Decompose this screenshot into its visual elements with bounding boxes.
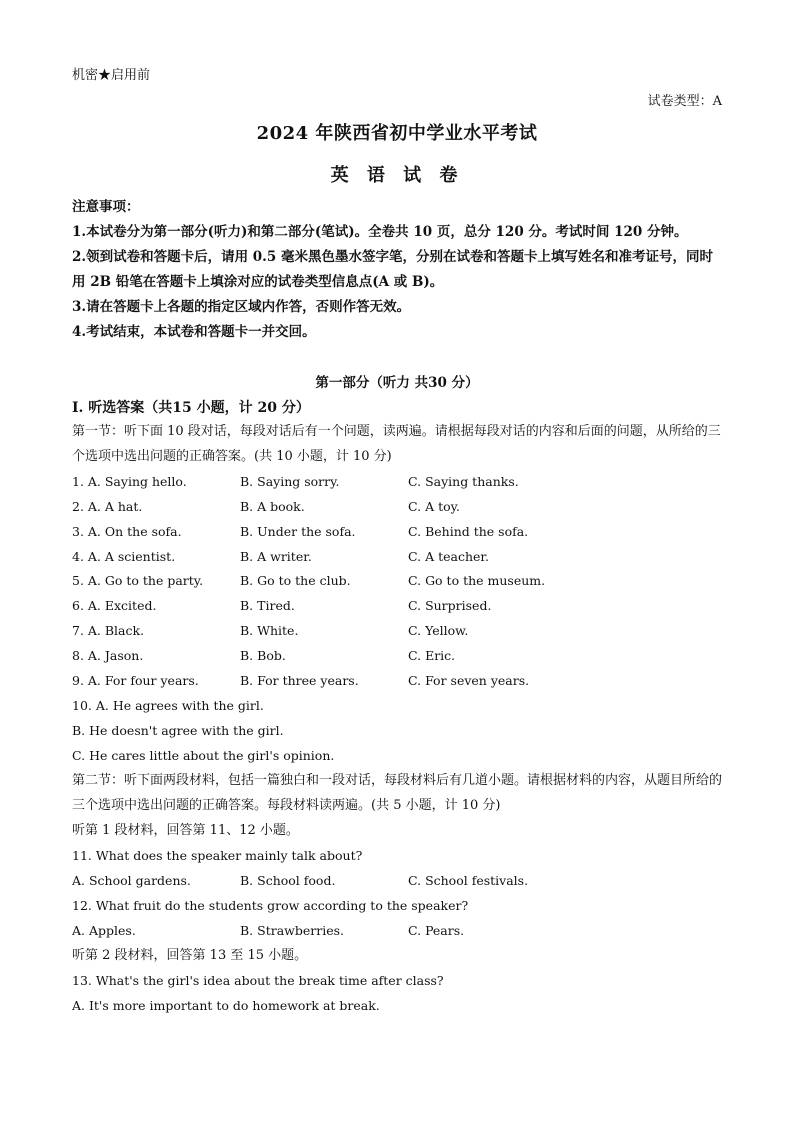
option-c: C. Saying thanks. [408,474,519,489]
subject-title: 英 语 试 卷 [330,165,464,186]
question-row [72,618,722,643]
question-row [72,643,722,668]
paper-type-label: 试卷类型：A [647,94,722,109]
exam-title: 2024 年陕西省初中学业水平考试 [256,123,538,144]
question-row [72,469,722,494]
option-c: C. Go to the museum. [408,573,546,588]
option-b: B. School food. [240,873,336,888]
option-c: C. A toy. [408,499,460,514]
option-a: A. Apples. [72,923,136,938]
question-row [72,519,722,544]
q10-option-a: 10. A. He agrees with the girl. [72,698,264,713]
question-row [72,544,722,569]
option-b: B. White. [240,623,299,638]
section2-instructions: 第二节：听下面两段材料，包括一篇独白和一段对话，每段材料后有几道小题。请根据材料的内容，从题目所给的三个选项中选出问题的正确答案。每段材料读两遍。(共 5 小题，计 10 分) [72,773,723,813]
option-a: 4. A. A scientist. [72,549,176,564]
option-c: C. Surprised. [408,598,492,613]
option-a: 8. A. Jason. [72,648,144,663]
confidential-label: 机密★启用前 [72,68,151,83]
option-b: B. A writer. [240,549,312,564]
note-item: 1.本试卷分为第一部分(听力)和第二部分(笔试)。全卷共 10 页，总分 120 分。考试时间 120 分钟。 [72,224,688,240]
option-b: B. Strawberries. [240,923,344,938]
option-c: C. Behind the sofa. [408,524,529,539]
option-a: 7. A. Black. [72,623,145,638]
question-row [72,668,722,693]
note-item: 2.领到试卷和答题卡后，请用 0.5 毫米黑色墨水签字笔，分别在试卷和答题卡上填写姓名和准考证号，同时用 2B 铅笔在答题卡上填涂对应的试卷类型信息点(A 或 B)。 [72,249,713,290]
note-item: 4.考试结束，本试卷和答题卡一并交回。 [72,324,316,340]
option-a: 5. A. Go to the party. [72,573,204,588]
option-a: 3. A. On the sofa. [72,524,182,539]
material2-intro: 听第 2 段材料，回答第 13 至 15 小题。 [72,948,308,963]
option-b: B. Bob. [240,648,286,663]
notes-block [72,195,722,345]
question-row [72,494,722,519]
option-b: B. A book. [240,499,305,514]
q13-stem: 13. What's the girl's idea about the break time after class? [72,973,444,988]
option-c: C. Yellow. [408,623,469,638]
option-b: B. Under the sofa. [240,524,356,539]
q13-option-a: A. It's more important to do homework at break. [72,998,380,1013]
option-a: 2. A. A hat. [72,499,143,514]
material1-intro: 听第 1 段材料，回答第 11、12 小题。 [72,823,299,838]
q10-option-c: C. He cares little about the girl's opinion. [72,748,335,763]
option-c: C. School festivals. [408,873,529,888]
option-a: 6. A. Excited. [72,598,157,613]
option-c: C. A teacher. [408,549,489,564]
question-row [72,868,722,893]
section1-instructions: 第一节：听下面 10 段对话，每段对话后有一个问题，读两遍。请根据每段对话的内容和后面的问题，从所给的三个选项中选出问题的正确答案。(共 10 小题，计 10 分) [72,424,721,464]
option-a: 9. A. For four years. [72,673,199,688]
option-a: 1. A. Saying hello. [72,474,187,489]
part-one-title: 第一部分（听力 共30 分） [315,375,479,391]
q11-stem: 11. What does the speaker mainly talk about? [72,848,363,863]
q12-stem: 12. What fruit do the students grow according to the speaker? [72,898,469,913]
note-item: 3.请在答题卡上各题的指定区域内作答，否则作答无效。 [72,299,411,315]
option-b: B. Tired. [240,598,295,613]
question-row [72,918,722,943]
notes-heading: 注意事项： [72,199,140,215]
section-heading: Ⅰ. 听选答案（共15 小题，计 20 分） [72,400,310,416]
option-c: C. Pears. [408,923,465,938]
option-b: B. For three years. [240,673,359,688]
option-b: B. Go to the club. [240,573,351,588]
option-c: C. For seven years. [408,673,530,688]
option-c: C. Eric. [408,648,456,663]
option-b: B. Saying sorry. [240,474,340,489]
question-row [72,593,722,618]
option-a: A. School gardens. [72,873,191,888]
question-row [72,568,722,593]
q10-option-b: B. He doesn't agree with the girl. [72,723,284,738]
